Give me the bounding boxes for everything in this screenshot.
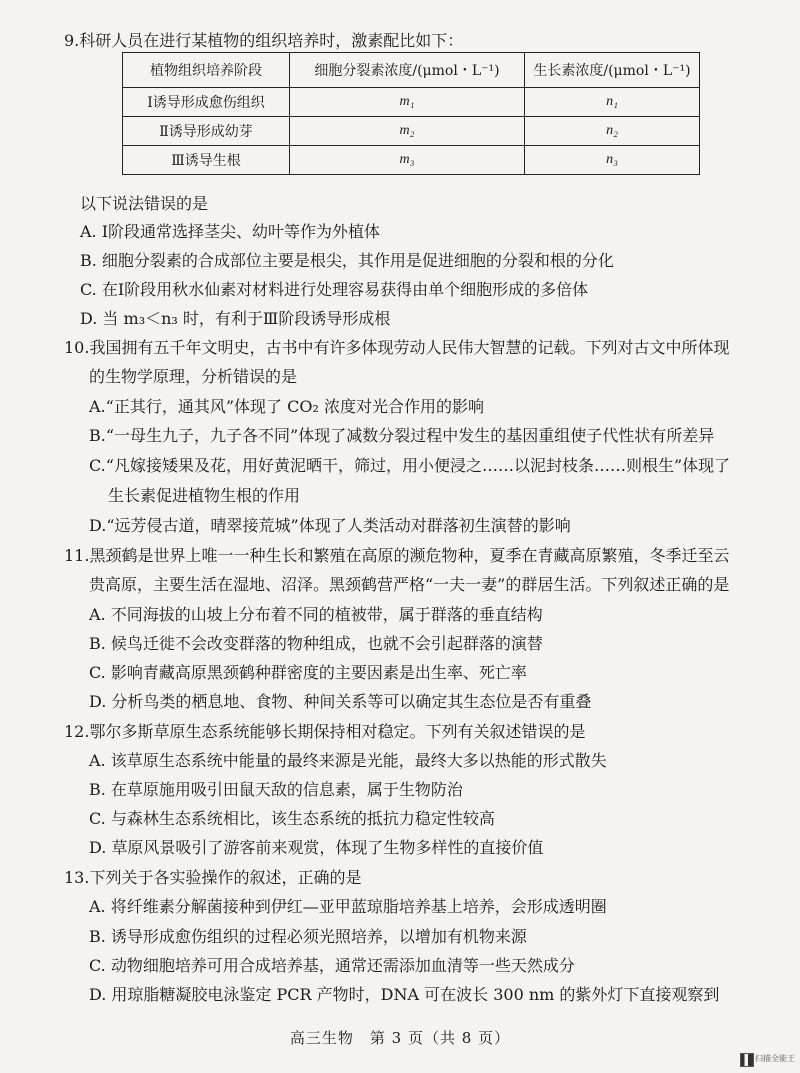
table-cell-auxin: n₃	[525, 146, 700, 175]
q12-option-a: A. 该草原生态系统中能量的最终来源是光能，最终大多以热能的形式散失	[89, 751, 607, 770]
table-cell-cytokinin: m₁	[290, 88, 525, 117]
q11-option-a: A. 不同海拔的山坡上分布着不同的植被带，属于群落的垂直结构	[89, 605, 543, 624]
page-footer: 高三生物 第 3 页（共 8 页）	[289, 1029, 511, 1047]
q9-option-c: C. 在Ⅰ阶段用秋水仙素对材料进行处理容易获得由单个细胞形成的多倍体	[80, 280, 589, 299]
q10-option-d: D.“远芳侵古道，晴翠接荒城”体现了人类活动对群落初生演替的影响	[89, 516, 571, 535]
table-row	[123, 117, 700, 146]
table-cell-stage: Ⅰ诱导形成愈伤组织	[123, 88, 290, 117]
q9-prompt: 以下说法错误的是	[80, 194, 209, 213]
q13-option-d: D. 用琼脂糖凝胶电泳鉴定 PCR 产物时，DNA 可在波长 300 nm 的紫外灯下直接观察到	[89, 985, 720, 1004]
q10-stem-line2: 的生物学原理，分析错误的是	[89, 367, 298, 386]
q13-option-a: A. 将纤维素分解菌接种到伊红—亚甲蓝琼脂培养基上培养，会形成透明圈	[89, 897, 607, 916]
q10-option-c-cont: 生长素促进植物生根的作用	[108, 486, 301, 505]
q9-option-d: D. 当 m₃＜n₃ 时，有利于Ⅲ阶段诱导形成根	[80, 309, 391, 328]
table-row	[123, 88, 700, 117]
table-cell-cytokinin: m₃	[290, 146, 525, 175]
q9-stem-text: 科研人员在进行某植物的组织培养时，激素配比如下：	[79, 31, 464, 50]
table-cell-cytokinin: m₂	[290, 117, 525, 146]
table-header-row	[123, 53, 700, 88]
q9-stem	[64, 30, 463, 52]
q12-option-b: B. 在草原施用吸引田鼠天敌的信息素，属于生物防治	[89, 780, 463, 799]
q13-stem-text: 下列关于各实验操作的叙述，正确的是	[89, 868, 362, 887]
q11-option-c: C. 影响青藏高原黑颈鹤种群密度的主要因素是出生率、死亡率	[89, 663, 527, 682]
table-cell-auxin: n₁	[525, 88, 700, 117]
table-header: 细胞分裂素浓度/(μmol・L⁻¹)	[290, 53, 525, 88]
hormone-ratio-table	[122, 52, 700, 175]
q12-stem-text: 鄂尔多斯草原生态系统能够长期保持相对稳定。下列有关叙述错误的是	[89, 722, 586, 741]
q11-option-b: B. 候鸟迁徙不会改变群落的物种组成，也就不会引起群落的演替	[89, 634, 543, 653]
q10-stem-line1	[64, 337, 729, 359]
q9-number: 9.	[64, 31, 80, 50]
q10-option-b: B.“一母生九子，九子各不同”体现了减数分裂过程中发生的基因重组使子代性状有所差异	[89, 426, 715, 445]
table-header: 生长素浓度/(μmol・L⁻¹)	[525, 53, 700, 88]
q11-stem-text: 黑颈鹤是世界上唯一一种生长和繁殖在高原的濒危物种，夏季在青藏高原繁殖，冬季迁至云	[89, 546, 730, 565]
q9-option-b: B. 细胞分裂素的合成部位主要是根尖，其作用是促进细胞的分裂和根的分化	[80, 251, 614, 270]
q10-option-a: A.“正其行，通其风”体现了 CO₂ 浓度对光合作用的影响	[89, 397, 484, 416]
q9-option-a: A. Ⅰ阶段通常选择茎尖、幼叶等作为外植体	[80, 222, 381, 241]
table-cell-auxin: n₂	[525, 117, 700, 146]
table-row	[123, 146, 700, 175]
q13-option-c: C. 动物细胞培养可用合成培养基，通常还需添加血清等一些天然成分	[89, 956, 575, 975]
qr-code-icon	[740, 1053, 754, 1067]
table-header: 植物组织培养阶段	[123, 53, 290, 88]
q13-number: 13.	[64, 868, 90, 887]
q11-number: 11.	[64, 546, 90, 565]
q10-option-c: C.“凡嫁接矮果及花，用好黄泥晒干，筛过，用小便浸之……以泥封枝条……则根生”体现了	[89, 456, 731, 475]
q11-option-d: D. 分析鸟类的栖息地、食物、种间关系等可以确定其生态位是否有重叠	[89, 692, 592, 711]
q13-stem	[64, 867, 361, 889]
q11-stem-line1	[64, 545, 729, 567]
q12-option-d: D. 草原风景吸引了游客前来观赏，体现了生物多样性的直接价值	[89, 838, 544, 857]
table-cell-stage: Ⅱ诱导形成幼芽	[123, 117, 290, 146]
q10-stem-text: 我国拥有五千年文明史，古书中有许多体现劳动人民伟大智慧的记载。下列对古文中所体现	[89, 338, 730, 357]
scanner-watermark: 扫描全能王	[755, 1054, 795, 1063]
q12-option-c: C. 与森林生态系统相比，该生态系统的抵抗力稳定性较高	[89, 809, 495, 828]
q12-stem	[64, 721, 585, 743]
q10-number: 10.	[64, 338, 90, 357]
table-cell-stage: Ⅲ诱导生根	[123, 146, 290, 175]
q12-number: 12.	[64, 722, 90, 741]
q11-stem-line2: 贵高原，主要生活在湿地、沼泽。黑颈鹤营严格“一夫一妻”的群居生活。下列叙述正确的是	[89, 575, 730, 594]
q13-option-b: B. 诱导形成愈伤组织的过程必须光照培养，以增加有机物来源	[89, 927, 527, 946]
